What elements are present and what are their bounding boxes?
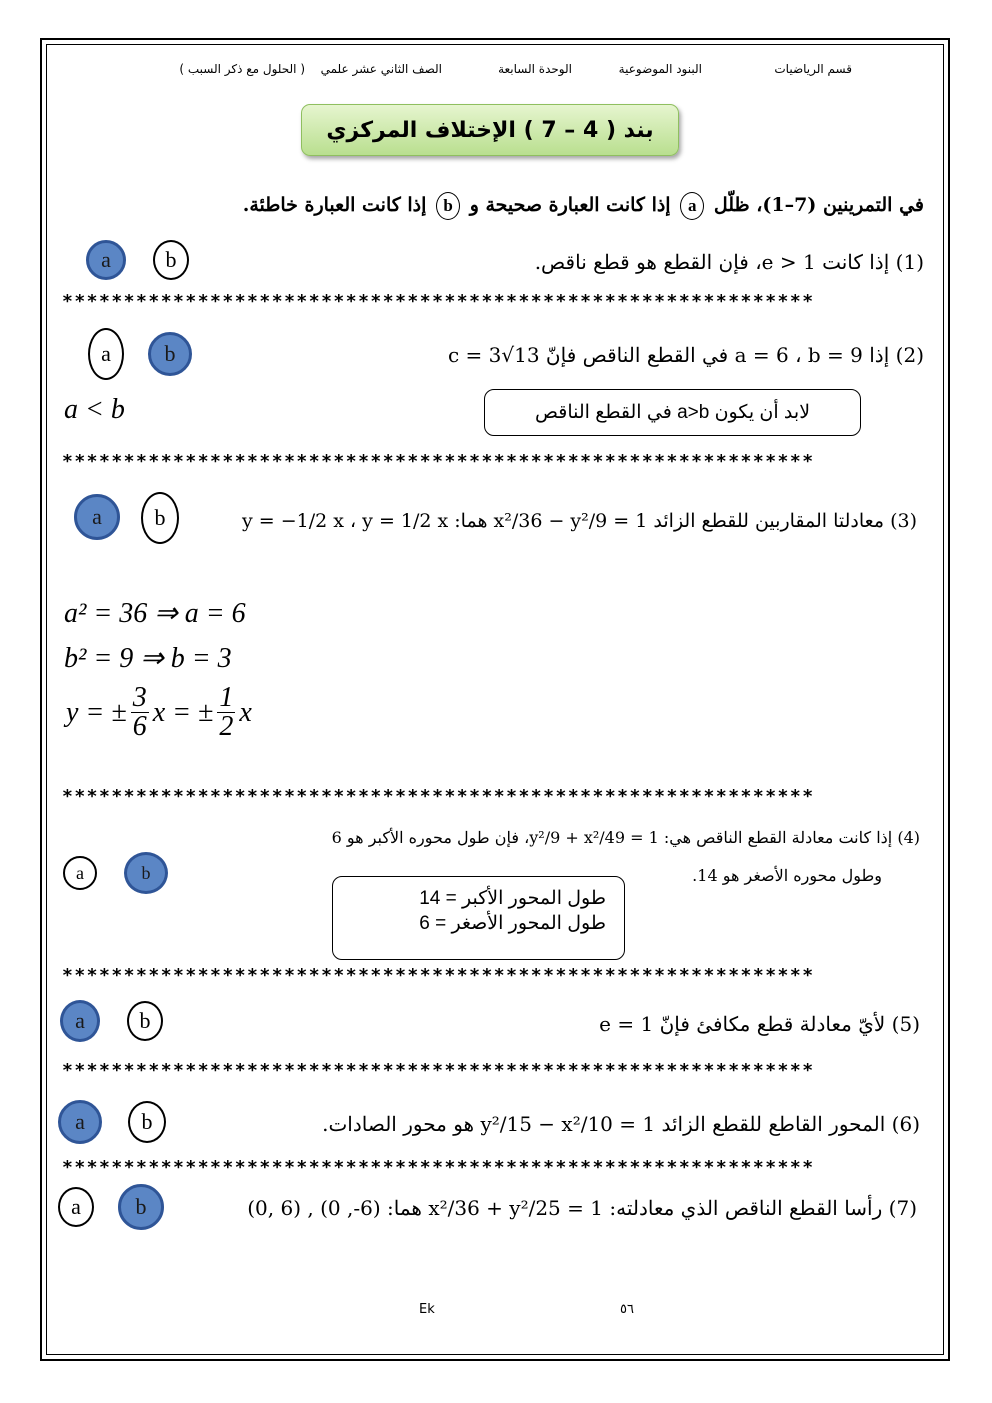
question-text: لأيّ معادلة قطع مكافئ فإنّ e = 1 <box>599 1012 886 1036</box>
q2-option-b[interactable]: b <box>148 332 192 376</box>
question-text: إذا كانت e > 1، فإن القطع هو قطع ناقص. <box>534 250 890 274</box>
fraction-3-6 <box>131 684 149 741</box>
question-5 <box>599 1012 920 1036</box>
separator: ************************************************************* <box>62 451 815 472</box>
question-number: (7) <box>888 1196 917 1220</box>
q7-option-b[interactable]: b <box>118 1184 164 1230</box>
frac-numerator: 1 <box>219 682 234 713</box>
question-4-line2: وطول محوره الأصغر هو 14. <box>692 866 882 885</box>
frac-denominator: 2 <box>219 711 234 742</box>
inline-option-b: b <box>436 192 460 220</box>
instructions <box>243 192 924 220</box>
frac-numerator: 3 <box>132 682 147 713</box>
q5-option-a[interactable]: a <box>60 1000 100 1042</box>
header-unit: الوحدة السابعة <box>498 62 572 76</box>
q3-option-a[interactable]: a <box>74 494 120 540</box>
header-department: قسم الرياضيات <box>774 62 852 76</box>
question-text: رأسا القطع الناقص الذي معادلته: 1 = x²/36 + y²/25 هما: (6-, 0) , (6 ,0) <box>247 1196 883 1220</box>
q1-option-b[interactable]: b <box>153 240 189 280</box>
q4-note-box <box>332 876 625 960</box>
footer-page-number: ٥٦ <box>620 1302 634 1317</box>
q1-option-a[interactable]: a <box>86 240 126 280</box>
q3-option-b[interactable]: b <box>141 492 179 544</box>
q4-note-line1: طول المحور الأكبر = 14 <box>419 888 606 909</box>
header-note: ( الحلول مع ذكر السبب ) <box>179 62 305 76</box>
section-title: بند ( 4 – 7 ) الإختلاف المركزي <box>301 104 679 156</box>
q4-note-line2: طول المحور الأصغر = 6 <box>419 913 606 934</box>
question-number: (6) <box>891 1112 920 1136</box>
question-1 <box>535 250 924 274</box>
q2-note-box: لابد أن يكون a>b في القطع الناقص <box>484 389 861 436</box>
separator: ************************************************************* <box>62 1157 815 1178</box>
question-text: معادلتا المقاربين للقطع الزائد 1 = x²/36 − y²/9 هما: y = −1/2 x ، y = 1/2 x <box>241 510 885 532</box>
question-2 <box>448 343 924 367</box>
q4-option-b[interactable]: b <box>124 852 168 894</box>
footer-author: Ek <box>419 1302 435 1317</box>
line3-prefix: y = ± <box>66 696 127 728</box>
q3-solution-line3 <box>66 684 252 741</box>
question-number: (3) <box>890 510 917 532</box>
question-number: (2) <box>895 343 924 367</box>
question-number: (5) <box>891 1012 920 1036</box>
instructions-part2: إذا كانت العبارة صحيحة و <box>469 194 671 216</box>
question-number: (1) <box>895 250 924 274</box>
inline-option-a: a <box>680 192 704 220</box>
q2-math-note: a < b <box>64 394 125 425</box>
header-subject: البنود الموضوعية <box>618 62 702 76</box>
line3-mid: x = ± <box>152 696 214 728</box>
separator: ************************************************************* <box>62 965 815 986</box>
question-text: إذا a = 6 ، b = 9 في القطع الناقص فإنّ c = 3√13 <box>447 343 890 367</box>
instructions-part3: إذا كانت العبارة خاطئة. <box>242 194 427 216</box>
q2-option-a[interactable]: a <box>88 328 124 380</box>
separator: ************************************************************* <box>62 1060 815 1081</box>
frac-denominator: 6 <box>132 711 147 742</box>
q6-option-b[interactable]: b <box>128 1101 166 1143</box>
question-4 <box>332 828 920 847</box>
question-text: المحور القاطع للقطع الزائد 1 = y²/15 − x²/10 هو محور الصادات. <box>322 1112 886 1136</box>
q3-solution-line1: a² = 36 ⇒ a = 6 <box>64 598 246 629</box>
question-text: إذا كانت معادلة القطع الناقص هي: 1 = y²/9 + x²/49، فإن طول محوره الأكبر هو 6 <box>331 828 893 847</box>
question-3 <box>242 510 917 532</box>
question-number: (4) <box>897 828 920 847</box>
q3-solution-line2: b² = 9 ⇒ b = 3 <box>64 643 232 674</box>
q4-option-a[interactable]: a <box>63 856 97 890</box>
q7-option-a[interactable]: a <box>58 1187 94 1227</box>
fraction-1-2 <box>217 684 235 741</box>
question-6 <box>322 1112 920 1136</box>
instructions-part1: في التمرينين (7–1)، ظلّل <box>713 194 924 216</box>
q5-option-b[interactable]: b <box>127 1001 163 1041</box>
separator: ************************************************************* <box>62 291 815 312</box>
separator: ************************************************************* <box>62 786 815 807</box>
q6-option-a[interactable]: a <box>58 1100 102 1144</box>
line3-suffix: x <box>239 696 252 728</box>
header-grade: الصف الثاني عشر علمي <box>320 62 442 76</box>
question-7 <box>247 1196 917 1220</box>
